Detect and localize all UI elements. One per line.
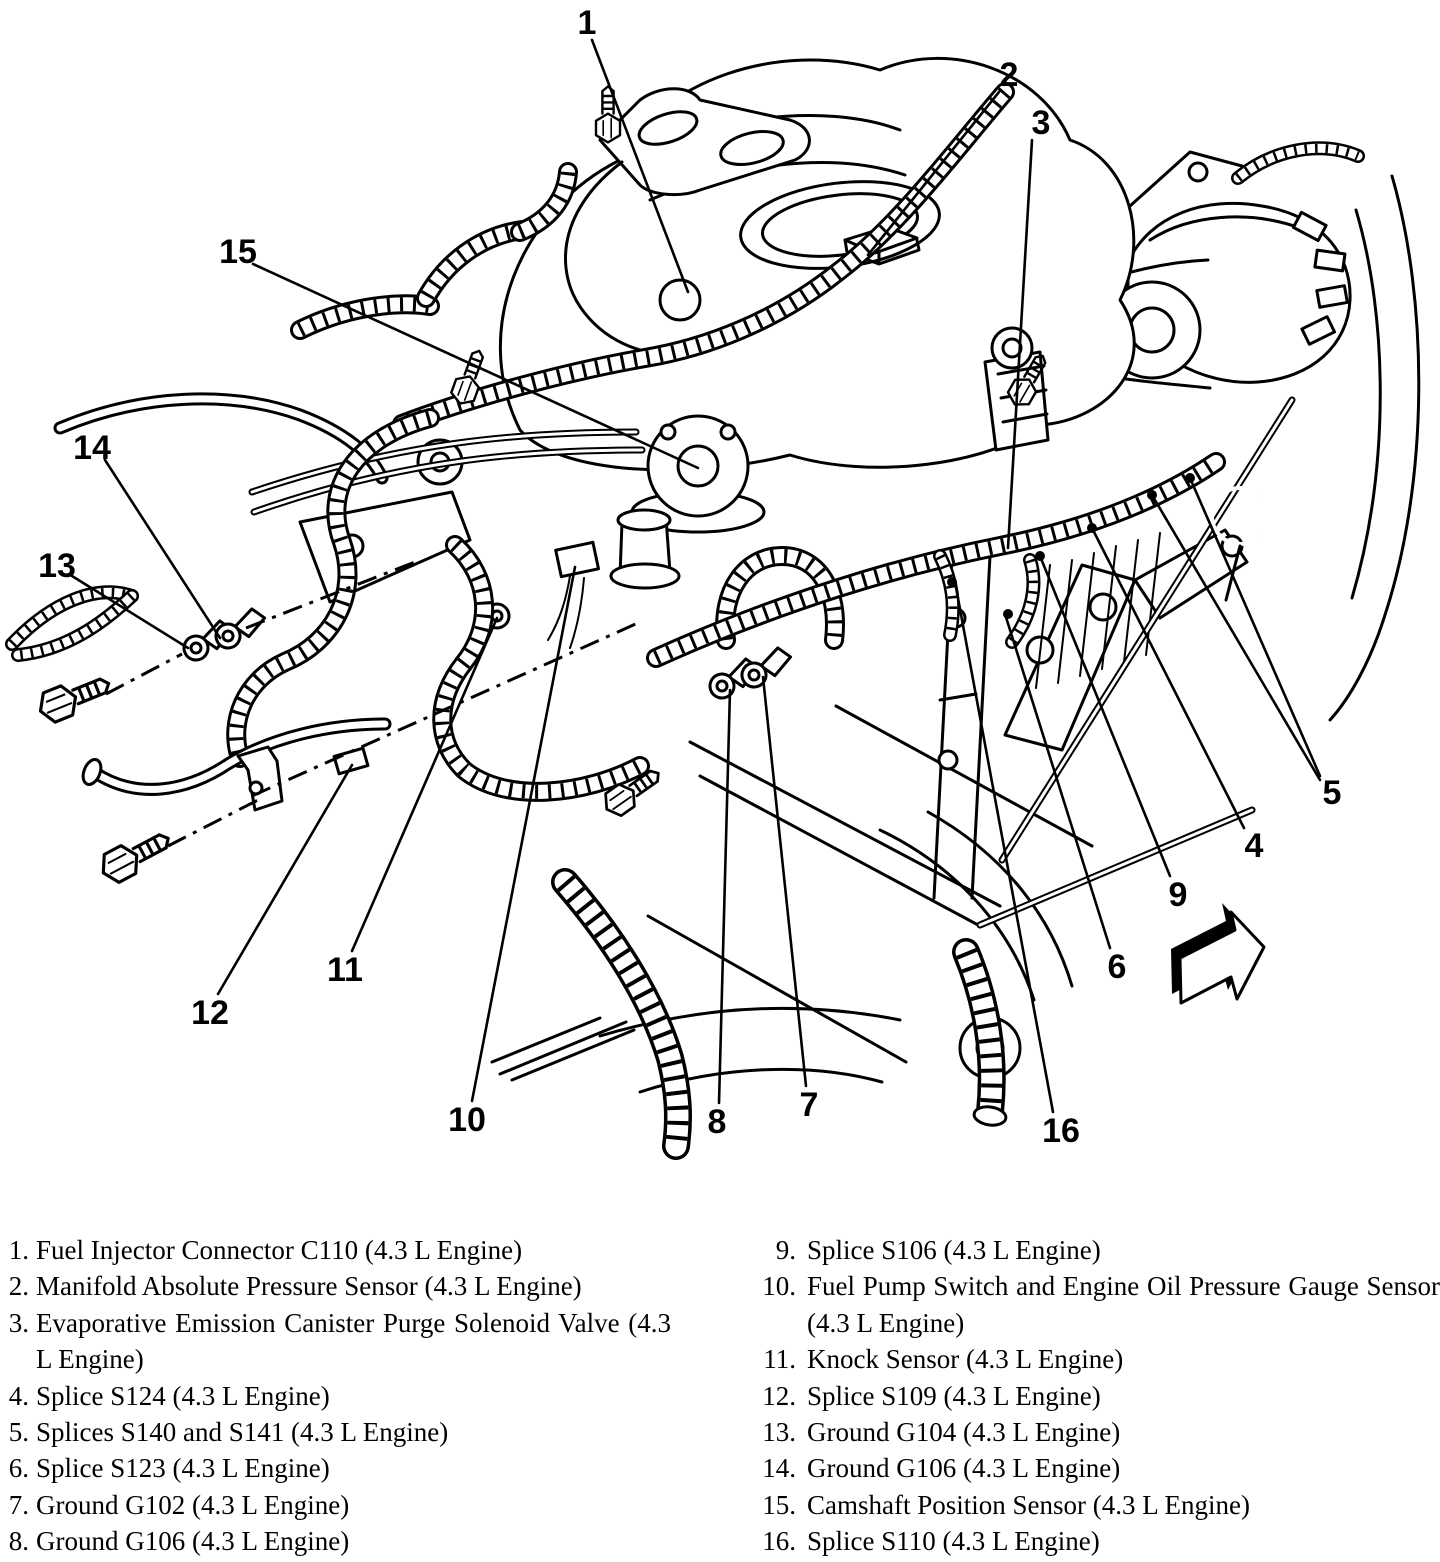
legend-item-number: 14. <box>762 1453 796 1484</box>
legend-item <box>3 1414 671 1450</box>
callout-13: 13 <box>38 547 76 585</box>
legend-item-text: Splices S140 and S141 (4.3 L Engine) <box>36 1417 449 1448</box>
legend-item-text: Fuel Pump Switch and Engine Oil Pressure Gauge Sensor (4.3 L Engine) <box>807 1271 1440 1338</box>
legend-column-right <box>752 1232 1440 1560</box>
legend-item <box>3 1268 671 1304</box>
oil-pressure-sensor <box>548 542 598 648</box>
legend-item-text: Manifold Absolute Pressure Sensor (4.3 L Engine) <box>36 1271 582 1302</box>
legend-item-number: 2. <box>8 1271 29 1302</box>
legend-item-text: Evaporative Emission Canister Purge Solenoid Valve (4.3 L Engine) <box>36 1307 671 1375</box>
legend-item-number: 11. <box>763 1344 796 1375</box>
legend-item-number: 3. <box>8 1307 29 1338</box>
harness-clamp <box>238 747 282 810</box>
legend-item <box>752 1378 1440 1414</box>
legend-item-text: Splice S110 (4.3 L Engine) <box>807 1526 1100 1557</box>
legend-item-number: 15. <box>762 1489 796 1520</box>
legend-item-number: 6. <box>8 1453 29 1484</box>
legend-item <box>752 1523 1440 1559</box>
callout-9: 9 <box>1168 876 1188 914</box>
legend-item <box>752 1450 1440 1486</box>
legend-item-text: Ground G104 (4.3 L Engine) <box>807 1417 1121 1448</box>
legend-item-text: Ground G106 (4.3 L Engine) <box>36 1526 350 1557</box>
callout-12: 12 <box>191 994 229 1032</box>
callout-10: 10 <box>448 1101 486 1139</box>
callout-3: 3 <box>1031 104 1051 142</box>
legend-item-text: Splice S123 (4.3 L Engine) <box>36 1453 330 1484</box>
legend-item <box>752 1414 1440 1450</box>
legend-item-number: 7. <box>8 1489 29 1520</box>
callout-11: 11 <box>327 951 363 989</box>
callout-8: 8 <box>707 1103 727 1141</box>
callout-1: 1 <box>577 4 597 42</box>
legend-item-number: 9. <box>775 1235 796 1265</box>
callout-16: 16 <box>1042 1112 1080 1150</box>
legend-item-number: 16. <box>762 1526 796 1557</box>
direction-arrow-icon <box>1171 903 1264 1003</box>
legend-item <box>752 1487 1440 1523</box>
legend-item <box>3 1305 671 1378</box>
legend-item <box>752 1268 1440 1341</box>
legend-item-text: Fuel Injector Connector C110 (4.3 L Engine) <box>36 1235 523 1265</box>
callout-15: 15 <box>219 233 257 271</box>
bolt-axis-lines <box>106 560 640 846</box>
legend-item <box>3 1450 671 1486</box>
legend-item-number: 4. <box>8 1380 29 1411</box>
callout-4: 4 <box>1244 827 1264 865</box>
legend-item-number: 8. <box>8 1526 29 1557</box>
legend-item <box>3 1523 671 1559</box>
callout-6: 6 <box>1107 948 1127 986</box>
legend-item <box>752 1341 1440 1377</box>
legend-column-left <box>3 1232 671 1560</box>
legend-item-number: 5. <box>8 1417 29 1448</box>
legend-item-text: Knock Sensor (4.3 L Engine) <box>807 1344 1124 1375</box>
legend-item-text: Splice S106 (4.3 L Engine) <box>807 1235 1101 1265</box>
legend-item-number: 1. <box>8 1235 29 1265</box>
fuel-pressure-regulator <box>611 510 679 588</box>
legend-item-text: Ground G106 (4.3 L Engine) <box>807 1453 1121 1484</box>
legend-item-text: Camshaft Position Sensor (4.3 L Engine) <box>807 1489 1250 1520</box>
legend-item-number: 10. <box>762 1271 796 1302</box>
legend-item-number: 13. <box>762 1417 796 1448</box>
legend-item <box>3 1487 671 1523</box>
callout-7: 7 <box>799 1086 819 1124</box>
legend-item-number: 12. <box>762 1380 796 1411</box>
legend-item <box>3 1378 671 1414</box>
legend-item-text: Ground G102 (4.3 L Engine) <box>36 1489 350 1520</box>
callout-5: 5 <box>1322 774 1342 812</box>
callout-2: 2 <box>999 56 1019 94</box>
legend-item-text: Splice S109 (4.3 L Engine) <box>807 1380 1101 1411</box>
callout-14: 14 <box>73 429 111 467</box>
legend-item <box>752 1232 1440 1268</box>
legend-item-text: Splice S124 (4.3 L Engine) <box>36 1380 330 1411</box>
legend-item <box>3 1232 671 1268</box>
